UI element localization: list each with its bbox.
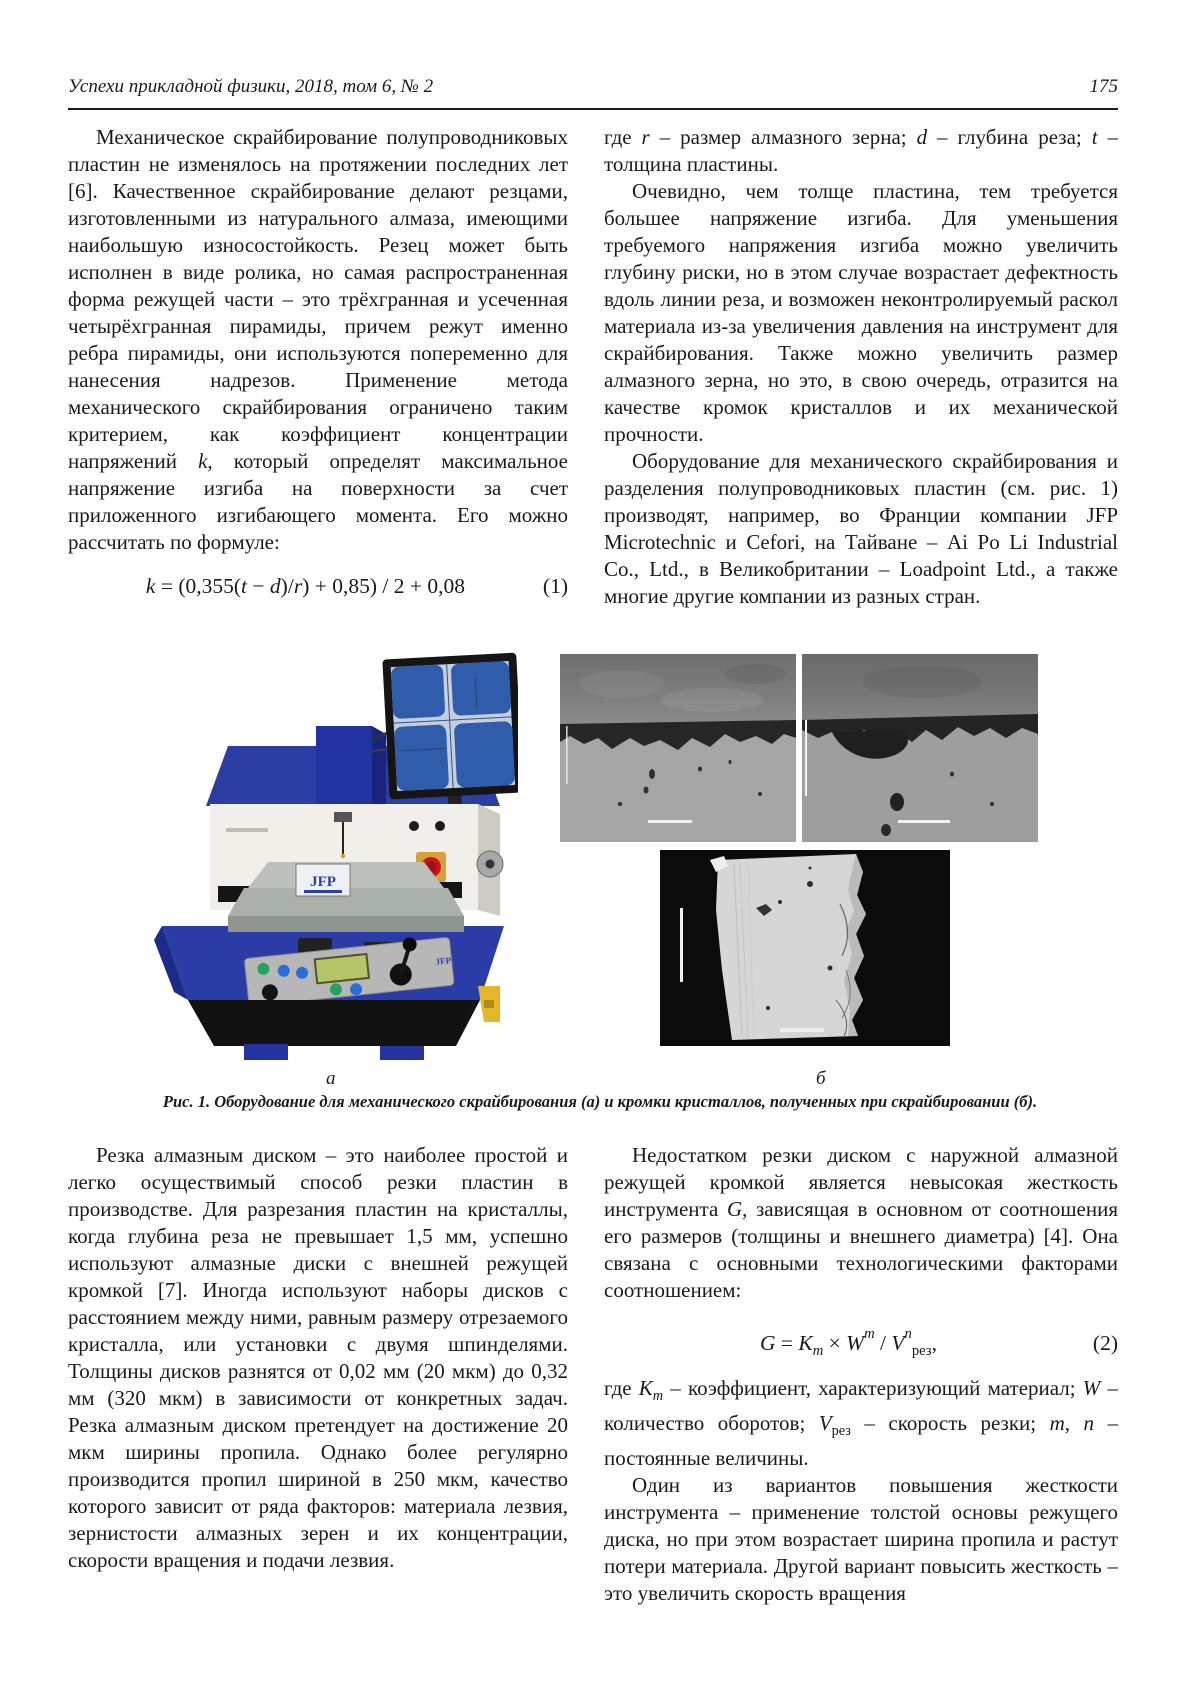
figure-caption: Рис. 1. Оборудование для механического скрайбирования (а) и кромки кристаллов, полученных при скрайбировании (б). (162, 1092, 1038, 1111)
machine-base-shadow (188, 1000, 480, 1046)
scale-bar-left (648, 820, 692, 823)
page-header (68, 76, 1118, 102)
formula-2-body: $G = K_m \times W^m / V^n_{рез}$, (759, 1326, 937, 1359)
jfp-console-label: JFP (435, 955, 452, 967)
paragraph-disc-drawback: Недостатком резки диском с наружной алмазной режущей кромкой является невысокая жесткость инструмента G, зависящая в основном от соотношения его размеров (толщины и внешнего диаметра) [4]. Она связана с основными технологическими факторами соотношением: (604, 1143, 1119, 1302)
left-column-top (68, 124, 568, 610)
knob-right (435, 821, 445, 831)
micrograph-right (802, 654, 1038, 842)
scale-tick-left (566, 726, 568, 784)
machine-monitor (382, 653, 518, 820)
cable-spool (477, 851, 503, 877)
jfp-stage-plate (296, 864, 350, 896)
jfp-plate-label: JFP (310, 874, 336, 890)
yellow-clamp-handle (478, 986, 500, 1022)
scale-bar-right (898, 820, 950, 823)
scribing-machine-photo (148, 648, 518, 1060)
paragraph-thicker-plate: Очевидно, чем толще пластина, тем требуется большее напряжение изгиба. Для уменьшения требуемого напряжения изгиба можно увеличить глубину риски, но в этом случае возрастает дефектность вдоль линии реза, и возможен неконтролируемый раскол материала из-за увеличения давления на инструмент для скрайбирования. Также можно увеличить размер алмазного зерна, но это, в свою очередь, отразится на качестве кромок кристаллов и их механической прочности. (604, 179, 1118, 446)
paragraph-stiffness-variants: Один из вариантов повышения жесткости инструмента – применение толстой основы режущего диска, но при этом возрастает ширина пропила и растут потери материала. Другой вариант повысить жесткость – это увеличить скорость вращения (604, 1472, 1118, 1605)
left-column-bottom (68, 1142, 568, 1574)
figure-label-b: б (816, 1068, 826, 1089)
scale-bar-bottom (780, 1028, 824, 1032)
machine-leg-left (244, 1044, 288, 1060)
crystal-corner-micrograph (660, 850, 950, 1046)
formula-2 (604, 1321, 1118, 1365)
paragraph-where-rdt: где r – размер алмазного зерна; d – глубина реза; t – толщина пластины. (604, 125, 1119, 176)
scale-bar-vertical (680, 908, 683, 982)
lcd-display (315, 954, 369, 983)
knob-left (409, 821, 419, 831)
formula-1 (68, 573, 568, 600)
micrograph-left (560, 654, 796, 842)
right-column-top (604, 124, 1118, 610)
paragraph-equipment-makers: Оборудование для механического скрайбирования и разделения полупроводниковых пластин (см. рис. 1) производят, например, во Франции компании JFP Microtechnic и Cefori, на Тайване – Ai Po Li Industrial Co., Ltd., в Великобритании – Loadpoint Ltd., а также многие другие компании из разных стран. (604, 449, 1118, 608)
page-number: 175 (1089, 76, 1118, 97)
scale-tick-right (805, 720, 807, 796)
model-label (226, 828, 268, 832)
paragraph-where-km: где $K_m$ – коэффициент, характеризующий материал; W – количество оборотов; $V_{рез}$ – скорость резки; m, n – постоянные величины. (604, 1376, 1119, 1470)
figure-label-a: а (326, 1068, 336, 1089)
crystal-edge-micrographs (560, 654, 1038, 842)
journal-title: Успехи прикладной физики, 2018, том 6, № 2 (68, 76, 434, 97)
formula-2-number: (2) (1092, 1330, 1118, 1355)
paragraph-mechanical-scribing: Механическое скрайбирование полупроводниковых пластин не изменялось на протяжении последних лет [6]. Качественное скрайбирование делают резцами, изготовленными из натурального алмаза, имеющими наибольшую износостойкость. Резец может быть исполнен в виде ролика, но самая распространенная форма режущей части – это трёхгранная и усеченная четырёхгранная пирамиды, причем режут именно ребра пирамиды, они используются попеременно для нанесения надрезов. Применение метода механического скрайбирования ограничено таким критерием, как коэффициент концентрации напряжений k, который определят максимальное напряжение изгиба на поверхности за счет приложенного изгибающего момента. Его можно рассчитать по формуле: (68, 125, 568, 554)
right-column-bottom (604, 1142, 1118, 1607)
machine-leg-right (380, 1046, 424, 1060)
formula-1-number: (1) (542, 574, 568, 598)
formula-1-body: k = (0,355(t − d)/r) + 0,85) / 2 + 0,08 (145, 574, 465, 598)
figure-1 (68, 648, 1118, 1100)
header-rule (68, 108, 1118, 110)
paragraph-diamond-disc: Резка алмазным диском – это наиболее простой и легко осуществимый способ резки пластин в производстве. Для разрезания пластин на кристаллы, когда глубина реза не превышает 1,5 мм, успешно используют алмазные диски с внешней режущей кромкой [7]. Иногда используют наборы дисков с расстоянием между ними, равным размеру отрезаемого кристалла, или установки с двумя шпинделями. Толщины дисков разнятся от 0,02 мм (20 мкм) до 0,32 мм (320 мкм) в зависимости от конкретных задач. Резка алмазным диском претендует на достижение 20 мкм ширины пропила. Однако более регулярно производится пропил шириной в 250 мкм, качество которого зависит от ряда факторов: материала лезвия, зернистости алмазных зерен и их концентрации, скорости вращения и подачи лезвия. (68, 1143, 568, 1572)
